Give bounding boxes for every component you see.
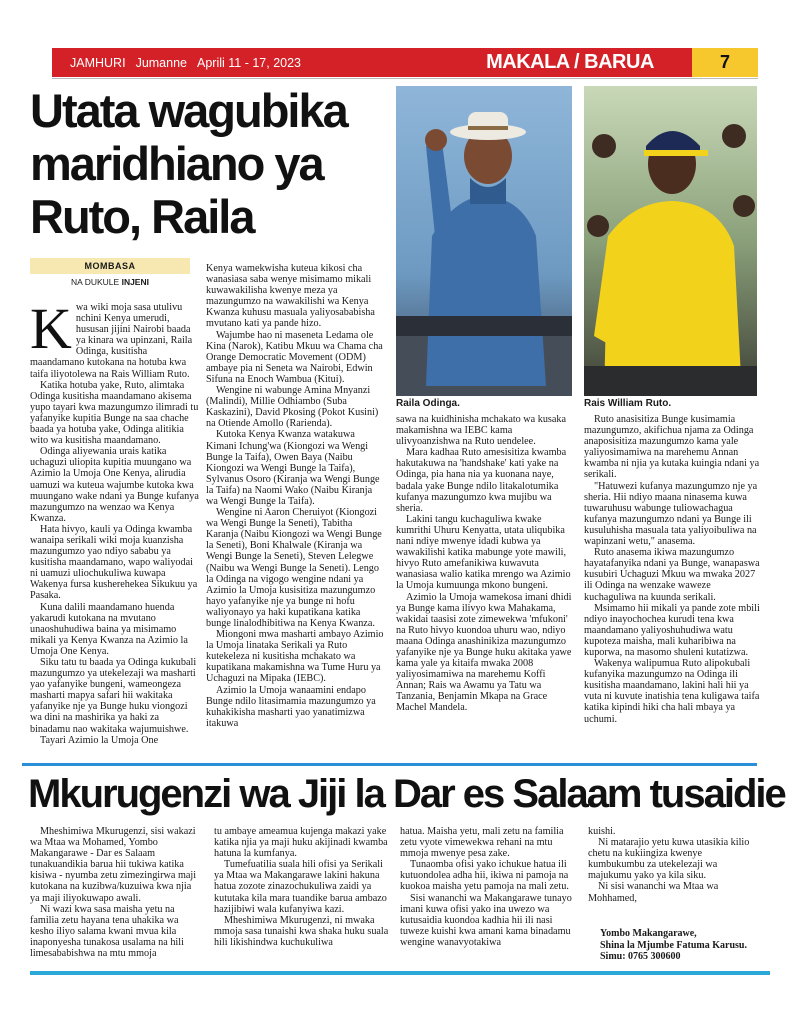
paragraph: Tunaomba ofisi yako ichukue hatua ili kutuondolea adha hii, ikiwa ni pamoja na kuokoa maisha yetu pamoja na mali zetu.: [400, 859, 569, 893]
letter-signature: [600, 928, 760, 963]
paragraph: sawa na kuidhinisha mchakato wa kusaka makamishna wa IEBC kama ulivyoanzishwa na Ruto uendelee.: [396, 414, 567, 448]
paragraph: Kutoka Kenya Kwanza watakuwa Kimani Ichung'wa (Kiongozi wa Wengi Bunge la Taifa), Owen Baya (Naibu Kiongozi wa Wengi Bunge la Taifa), Sylvanus Osoro (Kiranja wa Wengi Bunge la Taifa) na Naomi Wako (Naibu Kiranja wa Wengi Bunge la Taifa).: [206, 429, 380, 507]
article1-column-1: [30, 296, 200, 746]
article2-headline: Mkurugenzi wa Jiji la Dar es Salaam tusaidie: [28, 772, 785, 816]
section-title: MAKALA / BARUA: [448, 48, 692, 77]
signature-line: Shina la Mjumbe Fatuma Karusu.: [600, 939, 747, 951]
paragraph: Kuna dalili maandamano huenda yakarudi kutokana na mvutano unaoshuhudiwa baina ya misimamo mikali ya Kenya Kwanza na Azimio la Umoja One Kenya.: [30, 601, 188, 657]
paragraph: Miongoni mwa masharti ambayo Azimio la Umoja linataka Serikali ya Ruto kutekeleza ni kusitisha mchakato wa kupatikana makamishna wa Tume Huru ya Uchaguzi na Mipaka (IEBC).: [206, 629, 384, 685]
paragraph: Wajumbe hao ni maseneta Ledama ole Kina (Narok), Katibu Mkuu wa Chama cha Orange Democratic Movement (ODM) ambaye pia ni Seneta wa Nairobi, Edwin Sifuna na Enoch Wambua (Kitui).: [206, 329, 383, 385]
paragraph: Lakini tangu kuchaguliwa kwake kumrithi Uhuru Kenyatta, utata uliqubika nani ndiye mwenye idadi kubwa ya wawakilishi katika mabunge yote mawili, hivyo Ruto amefanikiwa kuwavuta wanasiasa walio katika mrengo wa Azimio la Umoja kumuunga mkono bungeni.: [396, 513, 571, 592]
paragraph: Ruto anasema ikiwa mazungumzo hayatafanyika ndani ya Bunge, wanapaswa kusubiri Uchaguzi Mkuu wa mwaka 2027 ili Odinga na wenzake waweze kuchaguliwa na kuunda serikali.: [584, 547, 760, 603]
paragraph: Wengine ni wabunge Amina Mnyanzi (Malindi), Millie Odhiambo (Suba Kaskazini), David Pkosing (Pokot Kusini) na Otiende Amollo (Rarienda).: [206, 385, 379, 430]
william-ruto-photo: [584, 86, 757, 396]
paragraph: Siku tatu tu baada ya Odinga kukubali mazungumzo ya utekelezaji wa masharti yao yafanyike bungeni, wameongeza masharti mapya safari hii wakitaka yafanyike nje ya Bunge huku viongozi wa dini na mashirika ya haki za binadamu nao wakitaka wajumuishwe.: [30, 657, 197, 735]
article1-column-2: [206, 263, 386, 729]
page-number: 7: [692, 48, 758, 77]
paragraph: "Hatuwezi kufanya mazungumzo nje ya sheria. Hii ndiyo maana ninasema kuwa tuwaruhusu wabunge tuliowachagua kufanya mazungumzo ndani ya Bunge ili kusuluhisha masuala tata yaliyoibuliwa na wapinzani wetu," anasema.: [584, 480, 758, 548]
photo-caption-right: Rais William Ruto.: [584, 398, 672, 409]
headline-line: Utata wagubika: [30, 84, 347, 137]
headline-line: Ruto, Raila: [30, 190, 254, 243]
paragraph: Kwa wiki moja sasa utulivu nchini Kenya umerudi, hususan jijini Nairobi baada ya kinara wa upinzani, Raila Odinga, kusitisha maandamano kutokana na hotuba kwa taifa iliyotolewa na Rais William Ruto.: [30, 296, 193, 380]
paragraph: Mheshimiwa Mkurugenzi, ni mwaka mmoja sasa tunaishi kwa shaka huku suala hili likishindwa kuchukuliwa: [214, 914, 389, 948]
article2-column-2: [214, 826, 390, 948]
signature-line: Yombo Makangarawe,: [600, 928, 697, 939]
byline: [30, 277, 190, 287]
article1-headline: [30, 84, 390, 243]
paragraph: Ni matarajio yetu kuwa utasikia kilio chetu na kukiingiza kwenye kumbukumbu za utekelezaji wa majukumu yako ya kila siku.: [588, 837, 750, 882]
paragraph: Mara kadhaa Ruto amesisitiza kwamba hakutakuwa na 'handshake' kati yake na Odinga, pia hana nia ya kuonana naye, badala yake Bunge ndilo litakalotumika kufanya mazungumzo kwa mujibu wa sheria.: [396, 447, 567, 514]
article2-column-4: [588, 826, 760, 904]
article1-column-4: [584, 414, 762, 725]
issue-dates: Aprili 11 - 17, 2023: [197, 55, 301, 70]
paragraph: Wakenya walipumua Ruto alipokubali kufanyika mazungumzo na Odinga ili kusitisha maandamano, lakini hali hii ya vuta ni kuvute inatishia tena kuligawa taifa katika kipindi hiki cha hali mbaya ya uchumi.: [584, 658, 760, 725]
dateline: MOMBASA: [30, 258, 190, 274]
raila-odinga-photo: [396, 86, 572, 396]
paragraph: Wengine ni Aaron Cheruiyot (Kiongozi wa Wengi Bunge la Seneti), Tabitha Karanja (Naibu Kiongozi wa Wengi Bunge la Seneti), Boni Khalwale (Kiranja wa Wengi Bunge la Seneti), Steven Lelegwe (Naibu wa Wengi Bunge la Seneti). Lengo la Odinga na vigogo wengine ndani ya Azimio la Umoja kusisitiza mazungumzo hayo yafanyike nje ya bunge ni hofu waliyonayo ya haki kupatikana katika bunge linalodhibitiwa na Kenya Kwanza.: [206, 507, 382, 629]
signature-line: Simu: 0765 300600: [600, 951, 681, 962]
byline-author: INJENI: [121, 277, 149, 287]
paragraph: Ni sisi wananchi wa Mtaa wa Mohhamed,: [588, 881, 719, 904]
drop-cap: K: [30, 296, 72, 361]
paragraph: Kenya wamekwisha kuteua kikosi cha wanasiasa saba wenye misimamo mikali kuwawakilisha kwenye meza ya mazungumzo na wawakilishi wa Kenya Kwanza kuhusu masuala yaliyosababisha mvutano kati ya pande hizo.: [206, 263, 375, 330]
byline-prefix: NA DUKULE: [71, 277, 120, 287]
paragraph: Sisi wananchi wa Makangarawe tunayo imani kuwa ofisi yako ina uwezo wa kutusaidia kuondoa kadhia hii ili nasi tuweze kuishi kwa amani kama binadamu wengine wanavyotakiwa: [400, 892, 572, 948]
section-divider: [22, 763, 757, 766]
headline-line: maridhiano ya: [30, 137, 323, 190]
paper-name: JAMHURI: [70, 55, 126, 70]
paragraph: kuishi.: [588, 826, 616, 837]
paragraph: Ruto anasisitiza Bunge kusimamia mazungumzo, akifichua njama za Odinga anaposisitiza mazungumzo kama yale yaliyosimamiwa na marehemu Annan kwamba ni njia ya kutaka kuingia ndani ya serikali.: [584, 414, 760, 481]
paragraph: Azimio la Umoja wamekosa imani dhidi ya Bunge kama ilivyo kwa Mahakama, wakidai taasisi zote zimewekwa 'mfukoni' na Ruto hivyo kuondoa uhuru wao, ndiyo maana Odinga anashinikiza mazungumzo yafanyike nje ya Bunge huku akitaka yawe kama yale ya kitaifa mwaka 2008 yaliyosimamiwa na marehemu Koffi Annan; Rais wa Awamu ya Tatu wa Tanzania, Benjamin Mkapa na Grace Machel Mandela.: [396, 591, 572, 714]
header-rule: [52, 78, 758, 79]
footer-rule: [30, 971, 770, 975]
photo-caption-left: Raila Odinga.: [396, 398, 460, 409]
paragraph: Odinga aliyewania urais katika uchaguzi uliopita kupitia muungano wa Azimio la Umoja One Kenya, alirudia uamuzi wa kuteua wajumbe kutoka kwa muungano wake ndani ya Bunge kufanya mazungumzo na wenzao wa Kenya Kwanza.: [30, 446, 199, 524]
paragraph: Msimamo hii mikali ya pande zote mbili ndiyo inayochochea kurudi tena kwa maandamano yaliyoshuhudiwa watu kupoteza maisha, mali kuharibiwa na kuporwa, na masomo shuleni kutatizwa.: [584, 602, 760, 658]
paragraph: Hata hivyo, kauli ya Odinga kwamba wanaipa serikali wiki moja kuanzisha mazungumzo yao ndiyo sababu ya kusitisha maandamano, wapo waliyodai ni uamuzi uliochukuliwa kuwapa Wakenya fursa kusherehekea Sikukuu ya Pasaka.: [30, 523, 198, 602]
paragraph: tu ambaye ameamua kujenga makazi yake katika njia ya maji huku akijinadi kwamba hatuna la kumfanya.: [214, 826, 388, 860]
paragraph: Azimio la Umoja wanaamini endapo Bunge ndilo litasimamia mazungumzo ya kuhakikisha masharti yao yanatimizwa itakuwa: [206, 684, 376, 729]
paragraph: Katika hotuba yake, Ruto, alimtaka Odinga kusitisha maandamano akisema yupo tayari kwa mazungumzo ilimradi tu yafanyike kupitia Bunge na saa chache baada ya hotuba yake, Odinga alitikia wito wa kusitisha maandamano.: [30, 379, 199, 447]
paragraph: Mheshimiwa Mkurugenzi, sisi wakazi wa Mtaa wa Mohamed, Yombo Makangarawe - Dar es Salaam tunakuandikia barua hii tukiwa katika kisiwa - nyumba zetu zimezingirwa maji kutokana na kuzibwa/kuzuiwa kwa njia ya maji iliyokuwapo awali.: [30, 826, 197, 904]
issue-day: Jumanne: [135, 55, 187, 70]
paragraph: Tumefuatilia suala hili ofisi ya Serikali ya Mtaa wa Makangarawe lakini hakuna hatua zozote zinazochukuliwa zaidi ya kututaka kila mara tuandike barua ambazo hazijibiwi wala kufanyiwa kazi.: [214, 859, 387, 915]
article2-column-1: [30, 826, 200, 959]
article1-column-3: [396, 414, 576, 714]
paragraph: hatua. Maisha yetu, mali zetu na familia zetu vyote vimewekwa rehani na mtu mmoja mwenye pesa zake.: [400, 826, 564, 860]
paragraph: Ni wazi kwa sasa maisha yetu na familia zetu hayana tena uhakika wa kesho iliyo salama kwani mvua kila inaponyesha tunakosa usalama na hili limesababishwa na mtu mmoja: [30, 903, 184, 960]
masthead-bar: [52, 48, 448, 77]
article2-column-3: [400, 826, 580, 948]
paragraph: Tayari Azimio la Umoja One: [40, 734, 159, 746]
